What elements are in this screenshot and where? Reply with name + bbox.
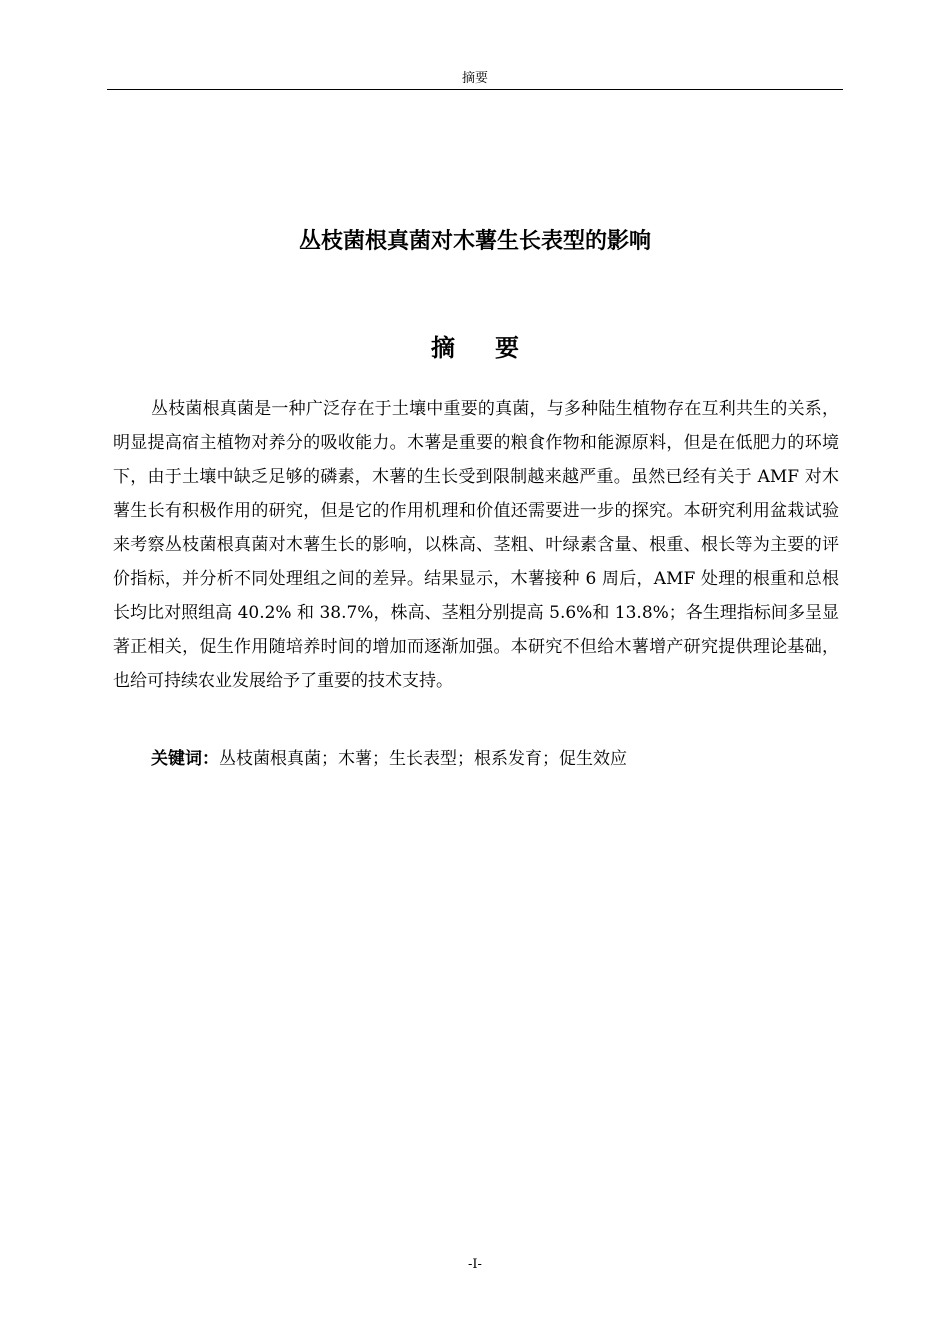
abstract-heading-char-2: 要	[495, 334, 519, 362]
page-number: -I-	[468, 1257, 482, 1272]
keywords-text: 丛枝菌根真菌；木薯；生长表型；根系发育；促生效应	[219, 749, 627, 769]
thesis-title: 丛枝菌根真菌对木薯生长表型的影响	[298, 229, 651, 254]
keywords-label: 关键词：	[151, 749, 219, 769]
abstract-body: 丛枝菌根真菌是一种广泛存在于土壤中重要的真菌，与多种陆生植物存在互利共生的关系，明显提高宿主植物对养分的吸收能力。木薯是重要的粮食作物和能源原料，但是在低肥力的环境下，由于土壤中缺乏足够的磷素，木薯的生长受到限制越来越严重。虽然已经有关于 AMF 对木薯生长有积极作用的研究，但是它的作用机理和价值还需要进一步的探究。本研究利用盆栽试验来考察丛枝菌根真菌对木薯生长的影响，以株高、茎粗、叶绿素含量、根重、根长等为主要的评价指标，并分析不同处理组之间的差异。结果显示，木薯接种 6 周后，AMF 处理的根重和总根长均比对照组高 40.2% 和 38.7%，株高、茎粗分别提高 5.6%和 13.8%；各生理指标间多呈显著正相关，促生作用随培养时间的增加而逐渐加强。本研究不但给木薯增产研究提供理论基础，也给可持续农业发展给予了重要的技术支持。	[113, 399, 839, 691]
keywords-line	[151, 744, 841, 774]
running-header: 摘要	[461, 71, 488, 86]
abstract-heading-char-1: 摘	[431, 334, 455, 362]
header-rule	[107, 89, 843, 90]
abstract-heading	[107, 330, 843, 366]
